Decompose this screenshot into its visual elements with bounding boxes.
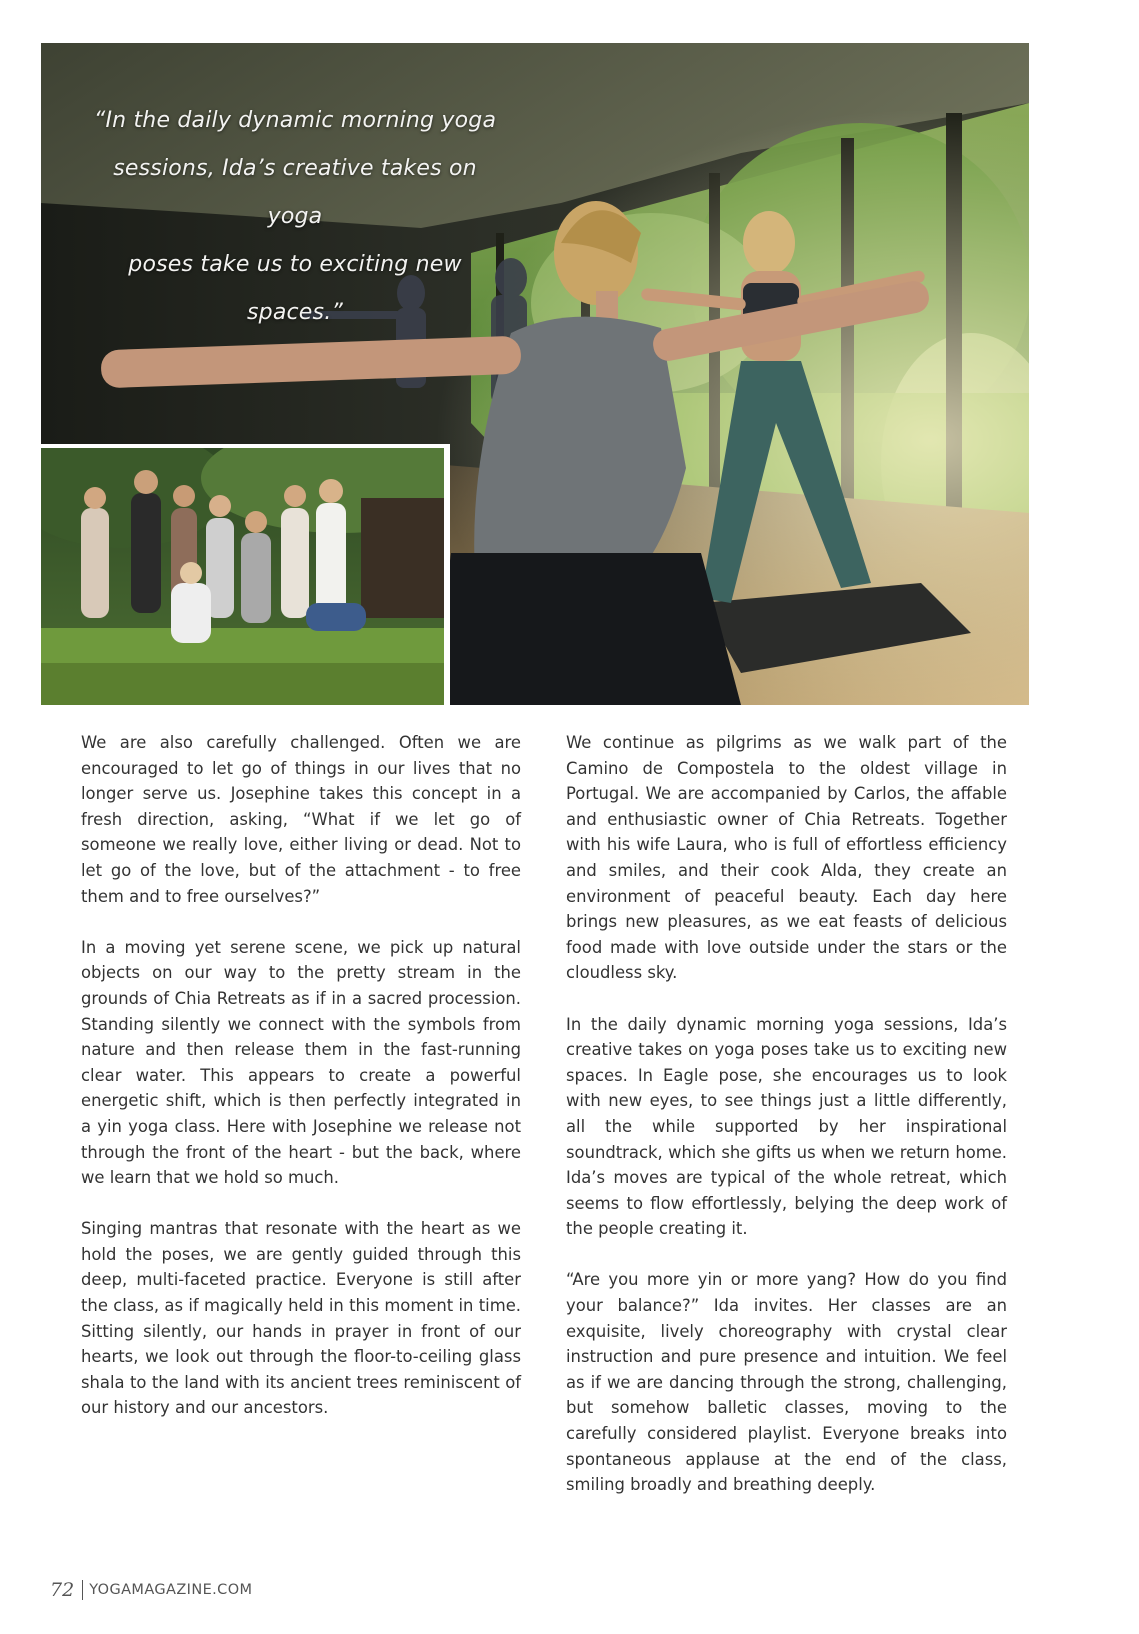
footer-divider — [82, 1580, 83, 1600]
paragraph: “Are you more yin or more yang? How do you find your balance?” Ida invites. Her classes are an exquisite, lively choreography with crystal clear instruction and pure presence and intuition. We feel as if we are dancing through the strong, challenging, but somehow balletic classes, moving to the carefully considered playlist. Everyone breaks into spontaneous applause at the end of the class, smiling broadly and breathing deeply. — [566, 1270, 1007, 1495]
paragraph: In the daily dynamic morning yoga sessions, Ida’s creative takes on yoga poses take us to exciting new spaces. In Eagle pose, she encourages us to look with new eyes, to see things just a little differently, all the while supported by her inspirational soundtrack, which she gifts us when we return home. Ida’s moves are typical of the whole retreat, which seems to flow effortlessly, belying the deep work of the people creating it. — [566, 1014, 1007, 1239]
pull-quote-line: poses take us to exciting new spaces.” — [128, 252, 462, 325]
main-photo — [41, 43, 1029, 705]
paragraph: We continue as pilgrims as we walk part of the Camino de Compostela to the oldest village in Portugal. We are accompanied by Carlos, the affable and enthusiastic owner of Chia Retreats. Together with his wife Laura, who is full of effortless efficiency and smiles, and their cook Alda, they create an environment of peaceful beauty. Each day here brings new pleasures, as we eat feasts of delicious food made with love outside under the stars or the cloudless sky. — [566, 733, 1007, 983]
article-column-left — [81, 730, 521, 1447]
page-footer — [50, 1578, 252, 1602]
paragraph: We are also carefully challenged. Often we are encouraged to let go of things in our lives that no longer serve us. Josephine takes this concept in a fresh direction, asking, “What if we let go of someone we really love, either living or dead. Not to let go of the love, but of the attachment - to free them and to free ourselves?” — [81, 733, 521, 906]
pull-quote — [85, 97, 505, 337]
inset-photo-frame — [41, 444, 450, 705]
paragraph: Singing mantras that resonate with the heart as we hold the poses, we are gently guided through this deep, multi-faceted practice. Everyone is still after the class, as if magically held in this moment in time. Sitting silently, our hands in prayer in front of our hearts, we look out through the floor-to-ceiling glass shala to the land with its ancient trees reminiscent of our history and our ancestors. — [81, 1219, 521, 1418]
page-number: 72 — [50, 1579, 75, 1601]
pull-quote-line: sessions, Ida’s creative takes on yoga — [113, 156, 477, 229]
article-column-right — [566, 730, 1007, 1523]
group-pose-photo — [41, 448, 444, 705]
paragraph: In a moving yet serene scene, we pick up natural objects on our way to the pretty stream in the grounds of Chia Retreats as if in a sacred procession. Standing silently we connect with the symbols from nature and then release them in the fast-running clear water. This appears to create a powerful energetic shift, which is then perfectly integrated in a yin yoga class. Here with Josephine we release not through the front of the heart - but the back, where we learn that we hold so much. — [81, 937, 521, 1188]
site-name: YOGAMAGAZINE.COM — [89, 1582, 253, 1598]
pull-quote-line: “In the daily dynamic morning yoga — [93, 108, 497, 133]
